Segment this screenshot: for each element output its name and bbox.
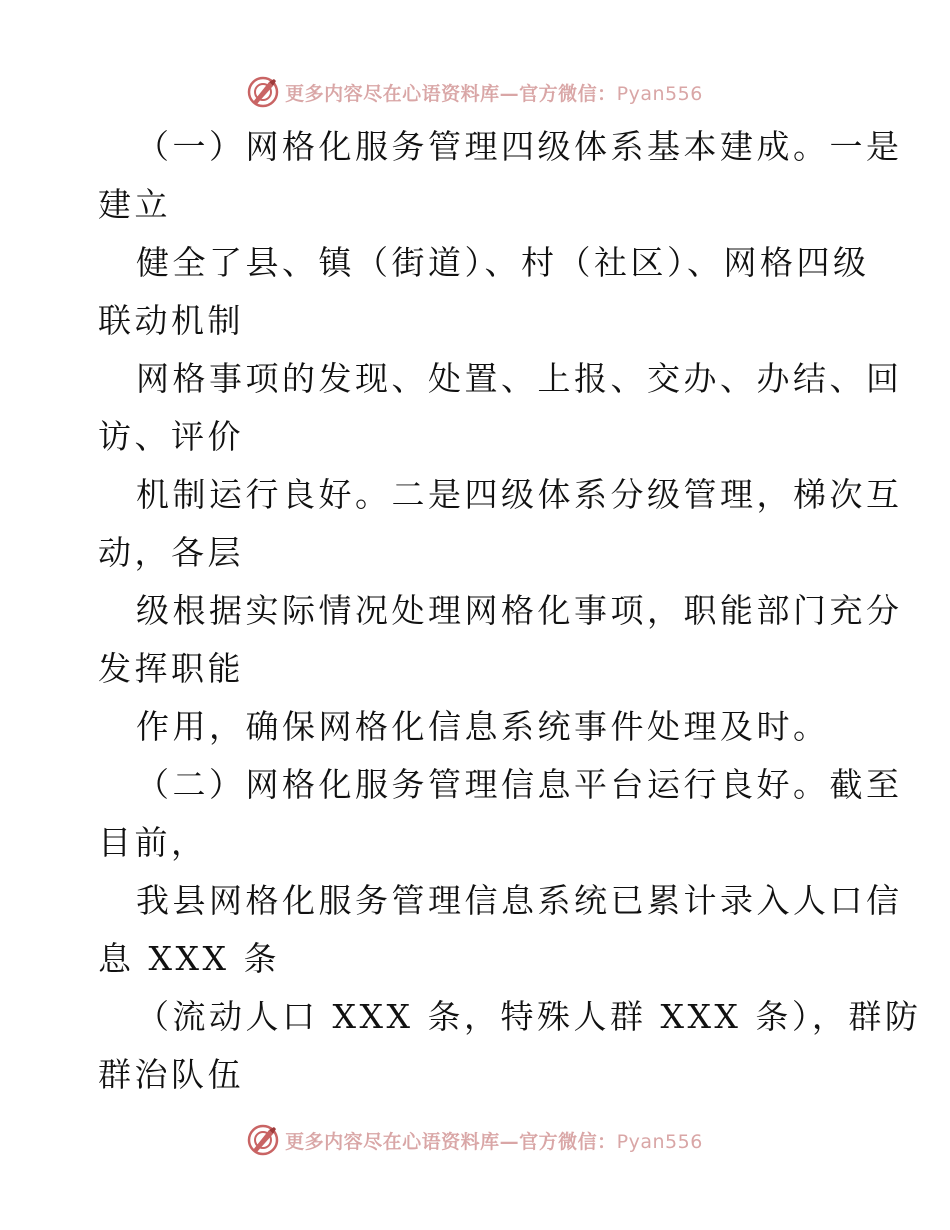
- text-line: 动，各层: [98, 533, 244, 572]
- watermark-footer: [0, 1120, 950, 1160]
- text-line: 息 XXX 条: [98, 939, 280, 978]
- text-line: 网格事项的发现、处置、上报、交办、办结、回: [136, 359, 903, 398]
- text-line: 联动机制: [98, 301, 244, 340]
- watermark-header: [0, 72, 950, 112]
- text-line: 群治队伍: [98, 1055, 244, 1094]
- text-line: （流动人口 XXX 条，特殊人群 XXX 条），群防: [136, 997, 922, 1036]
- watermark-text: 更多内容尽在心语资料库—官方微信：Pyan556: [285, 82, 703, 105]
- brand-logo-icon: [247, 1124, 279, 1156]
- text-line: （一）网格化服务管理四级体系基本建成。一是: [136, 127, 903, 166]
- text-line: 作用，确保网格化信息系统事件处理及时。: [136, 707, 830, 746]
- document-body: [98, 118, 922, 1104]
- text-line: 级根据实际情况处理网格化事项，职能部门充分: [136, 591, 903, 630]
- text-line: 健全了县、镇（街道）、村（社区）、网格四级: [136, 243, 870, 282]
- text-line: 我县网格化服务管理信息系统已累计录入人口信: [136, 881, 903, 920]
- watermark-text: 更多内容尽在心语资料库—官方微信：Pyan556: [285, 1130, 703, 1153]
- text-line: （二）网格化服务管理信息平台运行良好。截至: [136, 765, 903, 804]
- text-line: 机制运行良好。二是四级体系分级管理，梯次互: [136, 475, 903, 514]
- text-line: 建立: [98, 185, 171, 224]
- text-line: 发挥职能: [98, 649, 244, 688]
- text-line: 访、评价: [98, 417, 244, 456]
- text-line: 目前，: [98, 823, 208, 862]
- brand-logo-icon: [247, 76, 279, 108]
